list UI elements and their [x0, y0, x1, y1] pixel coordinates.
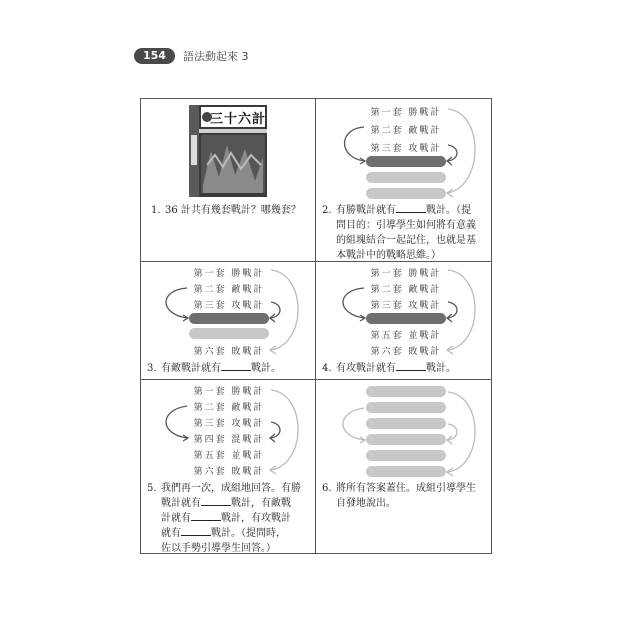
exercise-grid — [140, 98, 492, 554]
diagram-item-enemy: 第二套 敵戰計 — [370, 285, 442, 295]
book-title: 三十六計 — [210, 112, 267, 127]
cell-6 — [316, 380, 492, 554]
answer-blank — [396, 361, 426, 371]
cell-4 — [316, 262, 492, 379]
diagram-item-defeat: 第六套 敗戰計 — [193, 347, 265, 357]
cell-3-caption: 3. 有敵戰計就有 戰計。 — [147, 363, 281, 374]
answer-blank — [201, 496, 231, 506]
cell-3 — [141, 262, 315, 379]
cell-5 — [141, 380, 315, 554]
diagram-item-attack: 第三套 攻戰計 — [193, 301, 265, 311]
diagram-item-win: 第一套 勝戰計 — [193, 387, 265, 397]
cell-5-caption: 5. 我們再一次，成組地回答。有勝 戰計就有 戰計，有敵戰 計就有 戰計，有攻戰計 就有 戰計。（提問時， 佐以手勢引導學生回答。） — [147, 483, 301, 554]
diagram-item-win: 第一套 勝戰計 — [370, 269, 442, 279]
cell-1 — [141, 99, 315, 261]
cell-2 — [316, 99, 492, 261]
diagram-item-enemy: 第二套 敵戰計 — [370, 126, 442, 136]
diagram-item-merge: 第五套 並戰計 — [193, 451, 265, 461]
page-header — [134, 48, 248, 64]
diagram-item-attack: 第三套 攻戰計 — [370, 301, 442, 311]
cell-4-caption: 4. 有攻戰計就有 戰計。 — [322, 363, 456, 374]
pairing-arrows — [316, 380, 492, 554]
page-number-badge: 154 — [134, 48, 175, 64]
diagram-item-defeat: 第六套 敗戰計 — [193, 467, 265, 477]
diagram-item-attack: 第三套 攻戰計 — [370, 144, 442, 154]
diagram-item-attack: 第三套 攻戰計 — [193, 419, 265, 429]
answer-blank — [181, 526, 211, 536]
diagram-item-win: 第一套 勝戰計 — [370, 108, 442, 118]
answer-blank — [191, 511, 221, 521]
diagram-item-chaos: 第四套 混戰計 — [193, 435, 265, 445]
diagram-item-win: 第一套 勝戰計 — [193, 269, 265, 279]
diagram-item-enemy: 第二套 敵戰計 — [193, 285, 265, 295]
cell-1-caption: 1. 36 計共有幾套戰計？哪幾套？ — [151, 205, 301, 216]
diagram-item-merge: 第五套 並戰計 — [370, 331, 442, 341]
diagram-item-defeat: 第六套 敗戰計 — [370, 347, 442, 357]
answer-blank — [221, 361, 251, 371]
diagram-item-enemy: 第二套 敵戰計 — [193, 403, 265, 413]
book-section-title: 語法動起來 3 — [182, 50, 249, 63]
cell-2-caption: 2. 有勝戰計就有 戰計。（提 問目的：引導學生如何將有意義 的組塊結合一起記住，也就是基 本戰計中的戰略思維。） — [322, 205, 476, 261]
answer-blank — [396, 203, 426, 213]
cell-6-caption: 6. 將所有答案蓋住。成組引導學生 自發地說出。 — [322, 483, 476, 509]
